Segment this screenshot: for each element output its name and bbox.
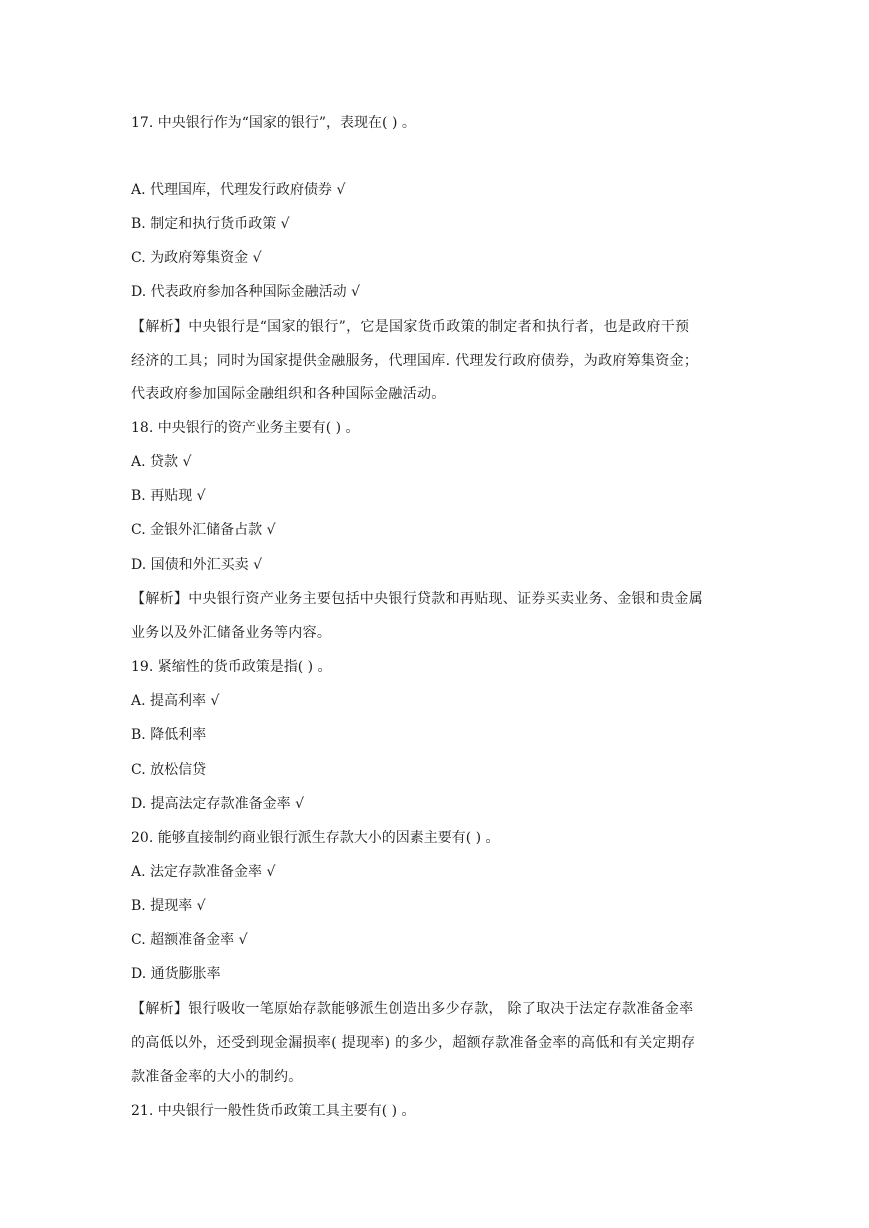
question-17-option-a: A. 代理国库，代理发行政府债券 √ <box>131 182 346 198</box>
question-20-analysis-line-3: 款准备金率的大小的制约。 <box>131 1069 303 1085</box>
question-19-option-d: D. 提高法定存款准备金率 √ <box>131 796 304 812</box>
question-20-option-c: C. 超额准备金率 √ <box>131 932 248 948</box>
question-18-option-a: A. 贷款 √ <box>131 454 192 470</box>
question-19-option-c: C. 放松信贷 <box>131 762 207 778</box>
question-20-option-d: D. 通货膨胀率 <box>131 966 221 982</box>
question-19-option-b: B. 降低利率 <box>131 727 207 743</box>
question-19-option-a: A. 提高利率 √ <box>131 693 220 709</box>
question-17-analysis-line-3: 代表政府参加国际金融组织和各种国际金融活动。 <box>131 386 446 402</box>
question-18-option-d: D. 国债和外汇买卖 √ <box>131 557 262 573</box>
question-18-stem: 18. 中央银行的资产业务主要有( ) 。 <box>131 420 360 436</box>
question-18-analysis-line-1: 【解析】中央银行资产业务主要包括中央银行贷款和再贴现、证券买卖业务、金银和贵金属 <box>131 591 703 607</box>
question-18-analysis-line-2: 业务以及外汇储备业务等内容。 <box>131 625 332 641</box>
question-17-stem: 17. 中央银行作为“国家的银行”，表现在( ) 。 <box>131 115 416 131</box>
question-20-option-a: A. 法定存款准备金率 √ <box>131 864 276 880</box>
question-17-option-b: B. 制定和执行货币政策 √ <box>131 216 290 232</box>
question-21-stem: 21. 中央银行一般性货币政策工具主要有( ) 。 <box>131 1103 416 1119</box>
question-18-option-b: B. 再贴现 √ <box>131 488 206 504</box>
question-17-analysis-line-1: 【解析】中央银行是“国家的银行”，它是国家货币政策的制定者和执行者，也是政府干预 <box>131 319 690 335</box>
question-17-analysis-line-2: 经济的工具；同时为国家提供金融服务，代理国库. 代理发行政府债券，为政府筹集资金； <box>131 353 699 369</box>
question-20-analysis-line-1: 【解析】银行吸收一笔原始存款能够派生创造出多少存款， 除了取决于法定存款准备金率 <box>131 1001 694 1017</box>
question-17-option-c: C. 为政府筹集资金 √ <box>131 250 262 266</box>
question-19-stem: 19. 紧缩性的货币政策是指( ) 。 <box>131 659 332 675</box>
question-20-option-b: B. 提现率 √ <box>131 898 206 914</box>
question-20-stem: 20. 能够直接制约商业银行派生存款大小的因素主要有( ) 。 <box>131 830 500 846</box>
question-18-option-c: C. 金银外汇储备占款 √ <box>131 522 276 538</box>
question-17-option-d: D. 代表政府参加各种国际金融活动 √ <box>131 284 360 300</box>
question-20-analysis-line-2: 的高低以外，还受到现金漏损率( 提现率) 的多少，超额存款准备金率的高低和有关定期存 <box>131 1035 696 1051</box>
